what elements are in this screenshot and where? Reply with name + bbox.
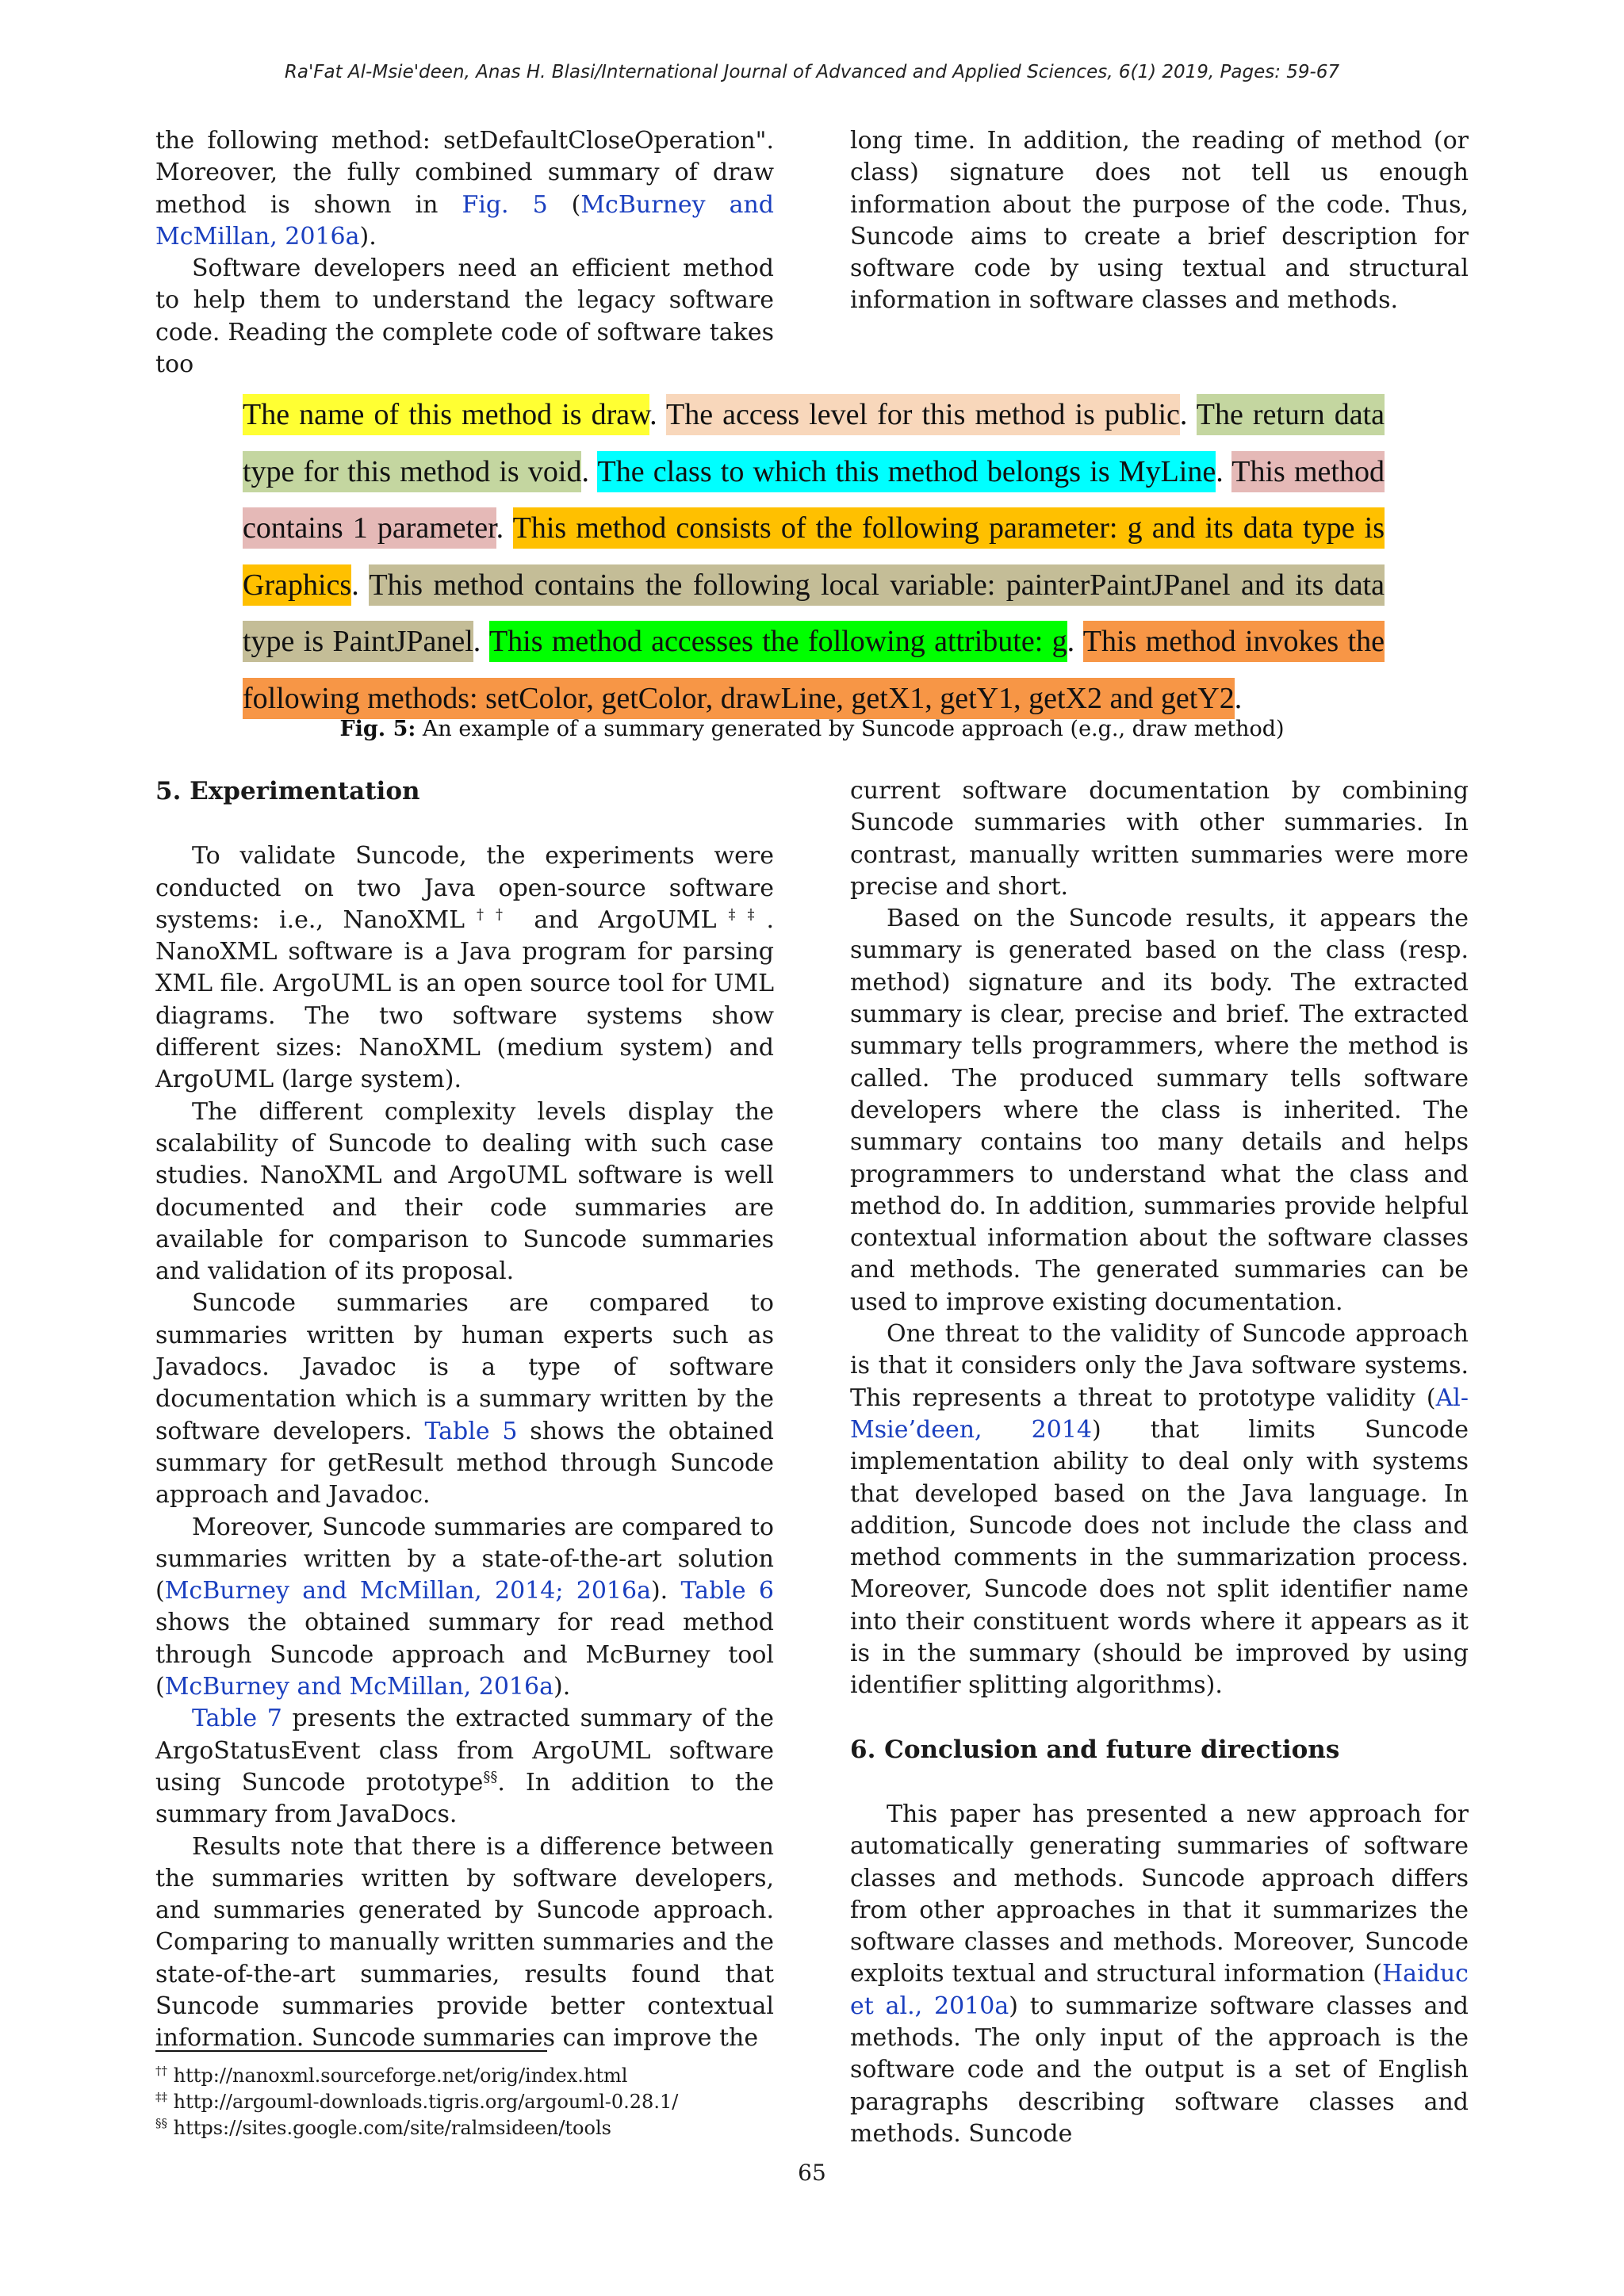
left-column [155, 775, 774, 2055]
citation-link[interactable]: McBurney and McMillan, 2014; 2016a [164, 1577, 651, 1605]
figure-link[interactable]: Fig. 5 [462, 190, 548, 219]
paragraph: Results note that there is a difference between the summaries written by software developers, and summaries generated by Suncode approach. Comparing to manually written summaries and the state-of-the-art summaries, results found that Suncode summaries provide better contextual information. Suncode summaries can improve the [155, 1832, 774, 2053]
footnote: ‡‡ http://argouml-downloads.tigris.org/argouml-0.28.1/ [155, 2090, 679, 2113]
footnote-mark[interactable]: §§ [483, 1768, 498, 1785]
summary-return-type: The return data type for this method is void [243, 394, 1385, 492]
summary-parameter-count: This method contains 1 parameter [243, 451, 1385, 549]
paragraph: The different complexity levels display the scalability of Suncode to dealing with such case studies. NanoXML and ArgoUML software is well documented and their code summaries are available for comparison to Suncode summaries and validation of its proposal. [155, 1097, 774, 1286]
paragraph: Based on the Suncode results, it appears the summary is generated based on the class (resp. method) signature and its body. The extracted summary is clear, precise and brief. The extracted summary tells programmers, where the method is called. The produced summary tells software developers where the class is inherited. The summary contains too many details and helps programmers to understand what the class and method do. In addition, summaries provide helpful contextual information about the software classes and methods. The generated summaries can be used to improve existing documentation. [850, 905, 1469, 1316]
top-left-column [155, 125, 774, 381]
figure-caption: Fig. 5: An example of a summary generated by Suncode approach (e.g., draw method) [339, 717, 1285, 741]
footnote-url[interactable]: http://nanoxml.sourceforge.net/orig/index.html [167, 2064, 628, 2087]
section-heading-experimentation: 5. Experimentation [155, 777, 420, 806]
summary-local-variables: This method contains the following local variable: painterPaintJPanel and its data type is PaintJPanel [243, 564, 1385, 663]
footnote-url[interactable]: http://argouml-downloads.tigris.org/argouml-0.28.1/ [167, 2091, 679, 2113]
paragraph: current software documentation by combining Suncode summaries with other summaries. In contrast, manually written summaries were more precise and short. [850, 777, 1469, 901]
footnotes [155, 2063, 806, 2141]
paragraph: To validate Suncode, the experiments were conducted on two Java open-source software systems: i.e., NanoXML†† and ArgoUML‡‡. NanoXML software is a Java program for parsing XML file. ArgoUML is an open source tool for UML diagrams. The two software systems show different sizes: NanoXML (medium system) and ArgoUML (large system). [155, 842, 775, 1094]
table-link[interactable]: Table 5 [424, 1417, 518, 1445]
citation-link[interactable]: McBurney and McMillan, 2016a [164, 1673, 553, 1701]
top-right-column [850, 125, 1469, 317]
paragraph: Software developers need an efficient method to help them to understand the legacy software code. Reading the complete code of software takes too [155, 254, 774, 379]
summary-method-name: The name of this method is draw [243, 394, 649, 435]
paragraph: long time. In addition, the reading of method (or class) signature does not tell us enough information about the purpose of the code. Thus, Suncode aims to create a brief description for software code by using textual and structural information in software classes and methods. [850, 127, 1469, 315]
summary-attributes: This method accesses the following attribute: g [489, 621, 1067, 662]
footnote-divider [155, 2050, 547, 2052]
paragraph: This paper has presented a new approach for automatically generating summaries of software classes and methods. Suncode approach differs from other approaches in that it summarizes the software classes and methods. Moreover, Suncode exploits textual and structural information (Haiduc et al., 2010a) to summarize software classes and methods. The only input of the approach is the software code and the output is a set of English paragraphs describing software classes and methods. Suncode [850, 1800, 1469, 2148]
citation-link[interactable]: McBurney and McMillan, 2016a [155, 190, 774, 251]
footnote-url[interactable]: https://sites.google.com/site/ralmsideen/tools [167, 2117, 611, 2139]
table-link[interactable]: Table 6 [680, 1577, 774, 1605]
paragraph: Moreover, Suncode summaries are compared to summaries written by a state-of-the-art solution (McBurney and McMillan, 2014; 2016a). Table 6 shows the obtained summary for read method through Suncode approach and McBurney tool (McBurney and McMillan, 2016a). [155, 1513, 774, 1701]
footnote-mark[interactable]: †† [465, 905, 515, 923]
figure-summary-text: The name of this method is draw. The access level for this method is public. The return data type for this method is void. The class to which this method belongs is MyLine. This method contains 1 parameter. This method consists of the following parameter: g and its data type is Graphics. This method contains the following local variable: painterPaintJPanel and its data type is PaintJPanel. This method accesses the following attribute: g. This method invokes the following methods: setColor, getColor, drawLine, getX1, getY1, getX2 and getY2. [243, 387, 1385, 727]
paragraph: the following method: setDefaultCloseOperation". Moreover, the fully combined summary of draw method is shown in Fig. 5 (McBurney and McMillan, 2016a). [155, 127, 774, 251]
paragraph: Suncode summaries are compared to summaries written by human experts such as Javadocs. Javadoc is a type of software documentation which is a summary written by the software developers. Table 5 shows the obtained summary for getResult method through Suncode approach and Javadoc. [155, 1289, 774, 1510]
summary-invoked-methods: This method invokes the following methods: setColor, getColor, drawLine, getX1, getY1, getX2 and getY2 [243, 621, 1385, 719]
running-header: Ra'Fat Al-Msie'deen, Anas H. Blasi/International Journal of Advanced and Applied Sciences, 6(1) 2019, Pages: 59-67 [284, 62, 1340, 82]
table-link[interactable]: Table 7 [192, 1705, 282, 1733]
page-number: 65 [798, 2160, 826, 2186]
footnote-mark[interactable]: ‡‡ [716, 905, 767, 923]
summary-parameters: This method consists of the following parameter: g and its data type is Graphics [243, 507, 1385, 606]
citation-link[interactable]: Al-Msie’deen, 2014 [850, 1383, 1469, 1444]
footnote: §§ https://sites.google.com/site/ralmsideen/tools [155, 2116, 611, 2139]
summary-owner-class: The class to which this method belongs is MyLine [597, 451, 1216, 492]
citation-link[interactable]: Haiduc et al., 2010a [850, 1960, 1469, 2020]
summary-access-level: The access level for this method is public [666, 394, 1180, 435]
paragraph: One threat to the validity of Suncode approach is that it considers only the Java software systems. This represents a threat to prototype validity (Al-Msie’deen, 2014) that limits Suncode implementation ability to deal only with systems that developed based on the Java language. In addition, Suncode does not include the class and method comments in the summarization process. Moreover, Suncode does not split identifier name into their constituent words where it appears as it is in the summary (should be improved by using identifier splitting algorithms). [850, 1320, 1469, 1700]
right-column [850, 775, 1469, 2150]
footnote: †† http://nanoxml.sourceforge.net/orig/index.html [155, 2064, 628, 2087]
paragraph: Table 7 presents the extracted summary of the ArgoStatusEvent class from ArgoUML software using Suncode prototype§§. In addition to the summary from JavaDocs. [155, 1705, 775, 1829]
section-heading-conclusion: 6. Conclusion and future directions [850, 1735, 1340, 1764]
